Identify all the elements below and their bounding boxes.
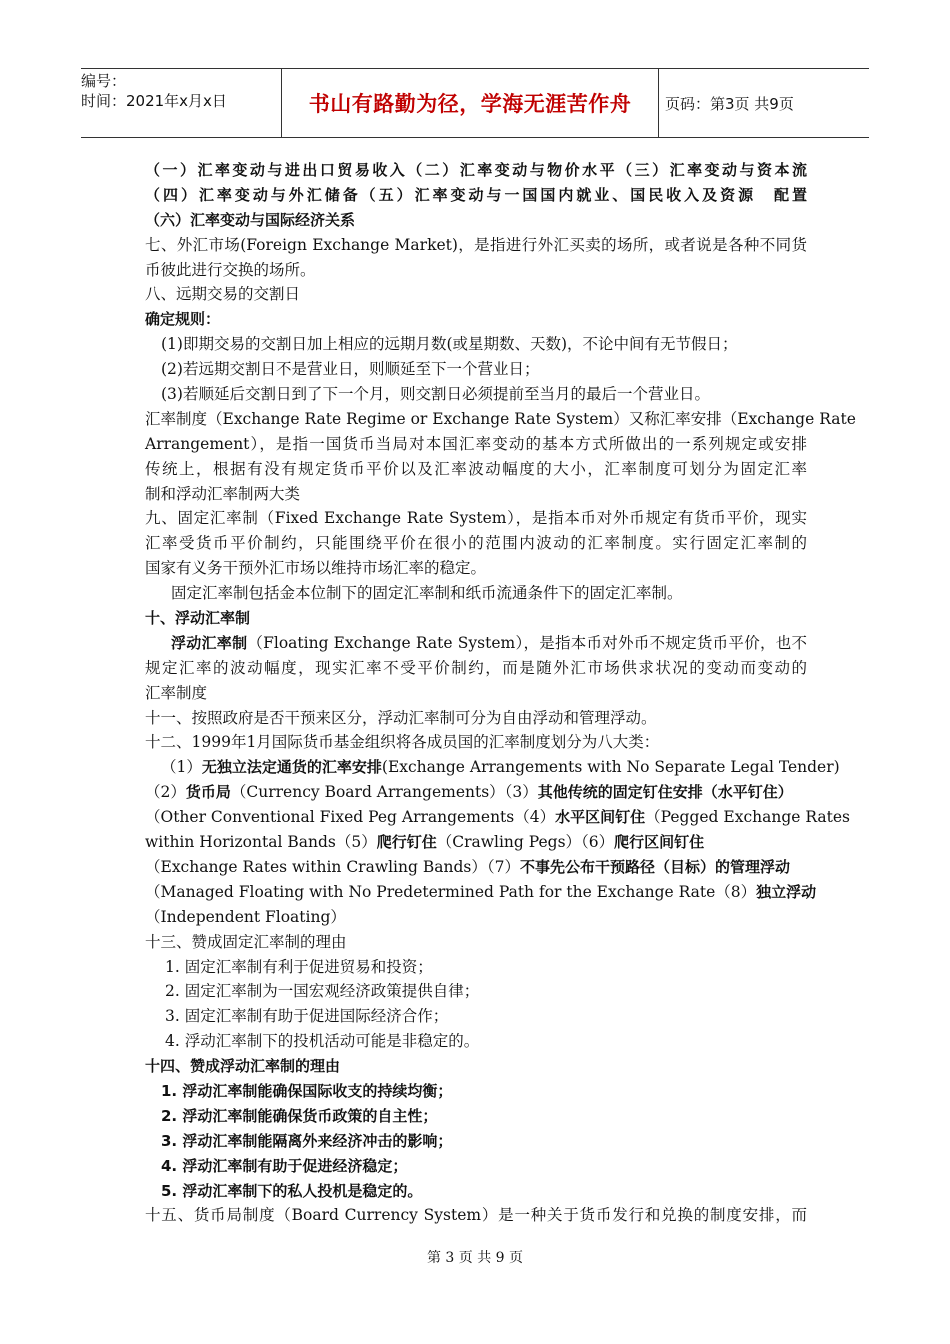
page-header	[81, 68, 869, 138]
body-line: （四）汇率变动与外汇储备（五）汇率变动与一国国内就业、国民收入及资源 配置	[145, 185, 807, 204]
body-line: 九、固定汇率制（Fixed Exchange Rate System），是指本币对外币规定有货币平价，现实	[145, 509, 807, 528]
rule-item: (1)即期交易的交割日加上相应的远期月数(或星期数、天数)，不论中间有无节假日；	[161, 335, 738, 354]
list-item: 2. 固定汇率制为一国宏观经济政策提供自律；	[165, 982, 480, 1001]
body-line: 汇率制度（Exchange Rate Regime or Exchange Rate System）又称汇率安排（Exchange Rate	[145, 409, 856, 428]
section-heading: 十、浮动汇率制	[145, 609, 251, 628]
category-line: （1）无独立法定通货的汇率安排(Exchange Arrangements with No Separate Legal Tender)	[161, 758, 840, 777]
body-line: 币彼此进行交换的场所。	[145, 260, 316, 279]
body-line: 传统上，根据有没有规定货币平价以及汇率波动幅度的大小，汇率制度可划分为固定汇率	[145, 459, 807, 478]
term-8: 独立浮动	[756, 882, 817, 901]
body-line: 固定汇率制包括金本位制下的固定汇率制和纸币流通条件下的固定汇率制。	[171, 584, 683, 603]
header-meta	[81, 69, 281, 137]
list-item: 5. 浮动汇率制下的私人投机是稳定的。	[161, 1181, 423, 1200]
header-motto-cell	[281, 69, 659, 137]
header-motto: 书山有路勤为径，学海无涯苦作舟	[308, 92, 632, 116]
list-item: 3. 浮动汇率制能隔离外来经济冲击的影响；	[161, 1131, 453, 1150]
body-line: 国家有义务干预外汇市场以维持市场汇率的稳定。	[145, 559, 487, 578]
term-1: 无独立法定通货的汇率安排	[201, 758, 382, 777]
term-6: 爬行区间钉住	[614, 833, 705, 852]
category-line: （Exchange Rates within Crawling Bands）（7）不事先公布干预路径（目标）的管理浮动	[145, 857, 790, 876]
category-line: （2）货币局（Currency Board Arrangements）（3）其他传统的固定钉住安排（水平钉住）	[145, 783, 793, 802]
category-line: within Horizontal Bands（5）爬行钉住（Crawling Pegs）（6）爬行区间钉住	[145, 833, 705, 852]
body-line: 十二、1999年1月国际货币基金组织将各成员国的汇率制度划分为八大类：	[145, 733, 660, 752]
document-body	[145, 158, 856, 1228]
body-line: （六）汇率变动与国际经济关系	[145, 210, 356, 229]
page-footer: 第 3 页 共 9 页	[426, 1250, 524, 1266]
body-line: 浮动汇率制（Floating Exchange Rate System），是指本币对外币不规定货币平价，也不	[171, 633, 807, 652]
document-date-label: 时间：2021年x月x日	[81, 92, 227, 110]
term-3: 其他传统的固定钉住安排（水平钉住）	[537, 783, 793, 802]
section-heading: 八、远期交易的交割日	[145, 285, 301, 304]
category-line: （Other Conventional Fixed Peg Arrangements（4）水平区间钉住（Pegged Exchange Rates	[145, 808, 850, 827]
list-item: 3. 固定汇率制有助于促进国际经济合作；	[165, 1007, 449, 1026]
list-item: 4. 浮动汇率制有助于促进经济稳定；	[161, 1156, 408, 1175]
body-line: 十一、按照政府是否干预来区分，浮动汇率制可分为自由浮动和管理浮动。	[145, 708, 657, 727]
body-line: 汇率受货币平价制约，只能围绕平价在很小的范围内波动的汇率制度。实行固定汇率制的	[145, 534, 807, 553]
body-line: 七、外汇市场(Foreign Exchange Market)，是指进行外汇买卖的场所，或者说是各种不同货	[145, 235, 807, 254]
body-line: 制和浮动汇率制两大类	[145, 484, 301, 503]
list-item: 2. 浮动汇率制能确保货币政策的自主性；	[161, 1106, 438, 1125]
rule-item: (2)若远期交割日不是营业日，则顺延至下一个营业日；	[161, 360, 540, 379]
section-heading: 十四、赞成浮动汇率制的理由	[145, 1057, 341, 1076]
body-line: 汇率制度	[145, 683, 208, 702]
header-page-cell	[657, 69, 877, 137]
header-page-number: 页码：第3页 共9页	[665, 94, 794, 113]
term-2: 货币局	[185, 783, 231, 802]
list-item: 4. 浮动汇率制下的投机活动可能是非稳定的。	[165, 1032, 480, 1051]
category-line: （Managed Floating with No Predetermined Path for the Exchange Rate（8）独立浮动	[145, 882, 817, 901]
body-line: （一）汇率变动与进出口贸易收入（二）汇率变动与物价水平（三）汇率变动与资本流	[145, 161, 807, 179]
body-line: 规定汇率的波动幅度，现实汇率不受平价制约，而是随外汇市场供求状况的变动而变动的	[145, 658, 807, 677]
term-7: 不事先公布干预路径（目标）的管理浮动	[519, 857, 790, 876]
document-number-label: 编号：	[81, 72, 127, 90]
list-item: 1. 固定汇率制有利于促进贸易和投资；	[165, 957, 433, 976]
body-line: 十五、货币局制度（Board Currency System）是一种关于货币发行和兑换的制度安排，而	[145, 1206, 807, 1225]
term-5: 爬行钉住	[376, 833, 437, 852]
rule-item: (3)若顺延后交割日到了下一个月，则交割日必须提前至当月的最后一个营业日。	[161, 385, 710, 404]
category-line: （Independent Floating）	[145, 907, 346, 926]
term-4: 水平区间钉住	[555, 808, 646, 827]
section-heading: 十三、赞成固定汇率制的理由	[145, 932, 347, 951]
rule-heading: 确定规则：	[145, 310, 221, 329]
term-floating: 浮动汇率制	[171, 633, 248, 652]
body-line: Arrangement），是指一国货币当局对本国汇率变动的基本方式所做出的一系列规定或安排	[145, 434, 807, 453]
list-item: 1. 浮动汇率制能确保国际收支的持续均衡；	[161, 1081, 453, 1100]
